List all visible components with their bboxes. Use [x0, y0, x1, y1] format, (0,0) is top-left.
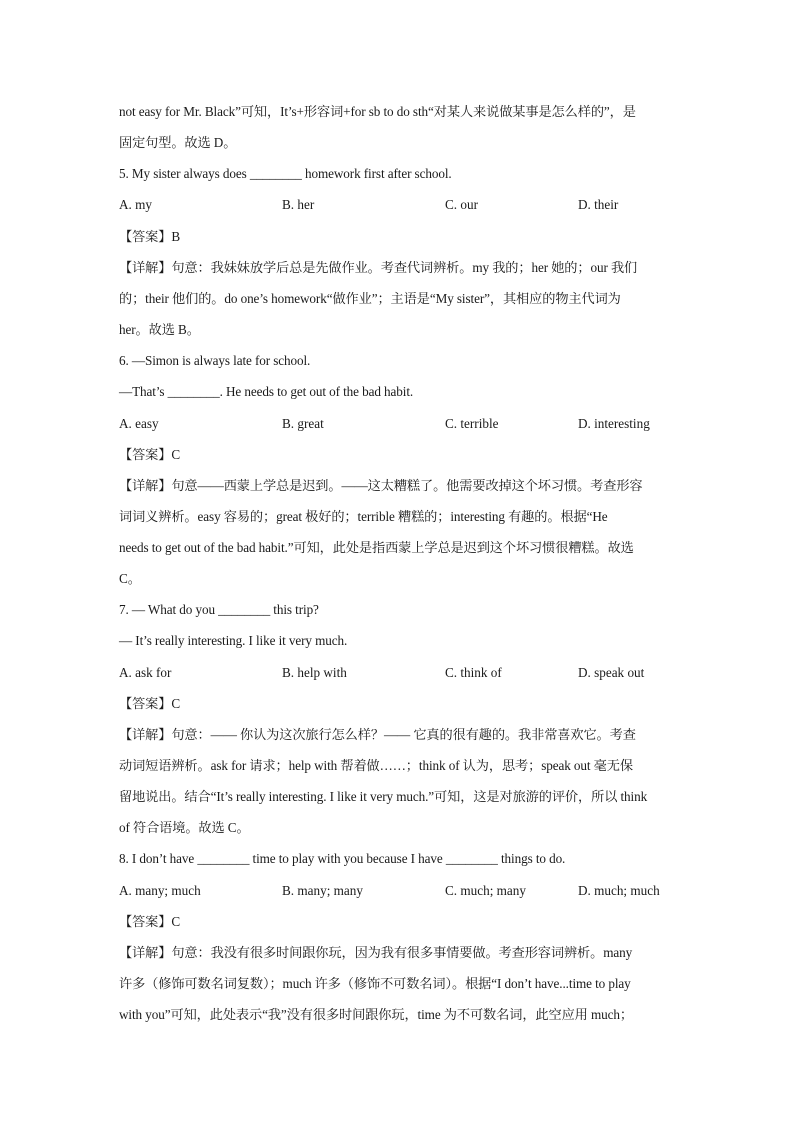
option-d: D. speak out [578, 665, 645, 680]
option-c: C. terrible [445, 416, 499, 431]
option-b: B. her [282, 197, 315, 212]
explanation-line: with you”可知，此处表示“我”没有很多时间跟你玩，time 为不可数名词，此空应用 much； [119, 1007, 633, 1022]
options-q7 [119, 664, 679, 682]
answer-q6: 【答案】C [119, 447, 181, 462]
question-6-reply: —That’s ________. He needs to get out of the bad habit. [119, 384, 414, 399]
option-c: C. much; many [445, 883, 526, 898]
options-q8 [119, 882, 679, 900]
options-q6 [119, 415, 679, 433]
answer-q7: 【答案】C [119, 696, 181, 711]
question-8: 8. I don’t have ________ time to play with you because I have ________ things to do. [119, 851, 566, 866]
explanation-line: 【详解】句意：我没有很多时间跟你玩，因为我有很多事情要做。考查形容词辨析。many [119, 945, 633, 960]
option-c: C. think of [445, 665, 502, 680]
explanation-line: 【详解】句意：我妹妹放学后总是先做作业。考查代词辨析。my 我的；her 她的；our 我们 [119, 260, 638, 275]
option-a: A. easy [119, 416, 159, 431]
explanation-line: 动词短语辨析。ask for 请求；help with 帮着做……；think of 认为，思考；speak out 毫无保 [119, 758, 633, 773]
explanation-line: 的；their 他们的。do one’s homework“做作业”；主语是“My sister”，其相应的物主代词为 [119, 291, 621, 306]
text-line: 固定句型。故选 D。 [119, 135, 237, 150]
option-d: D. interesting [578, 416, 650, 431]
explanation-line: 留地说出。结合“It’s really interesting. I like it very much.”可知，这是对旅游的评价，所以 think [119, 789, 648, 804]
answer-q8: 【答案】C [119, 914, 181, 929]
explanation-line: C。 [119, 571, 141, 586]
explanation-line: needs to get out of the bad habit.”可知，此处是指西蒙上学总是迟到这个坏习惯很糟糕。故选 [119, 540, 634, 555]
explanation-line: 【详解】句意：—— 你认为这次旅行怎么样？—— 它真的很有趣的。我非常喜欢它。考查 [119, 727, 636, 742]
option-a: A. many; much [119, 883, 201, 898]
explanation-line: 许多（修饰可数名词复数）；much 许多（修饰不可数名词）。根据“I don’t have...time to play [119, 976, 631, 991]
text-line: not easy for Mr. Black”可知，It’s+形容词+for sb to do sth“对某人来说做某事是怎么样的”，是 [119, 104, 636, 119]
option-a: A. ask for [119, 665, 172, 680]
explanation-line: 【详解】句意——西蒙上学总是迟到。——这太糟糕了。他需要改掉这个坏习惯。考查形容 [119, 478, 643, 493]
options-q5 [119, 196, 679, 214]
explanation-line: 词词义辨析。easy 容易的；great 极好的；terrible 糟糕的；interesting 有趣的。根据“He [119, 509, 608, 524]
question-6: 6. —Simon is always late for school. [119, 353, 311, 368]
option-c: C. our [445, 197, 478, 212]
option-d: D. their [578, 197, 619, 212]
option-b: B. great [282, 416, 324, 431]
option-b: B. many; many [282, 883, 363, 898]
answer-q5: 【答案】B [119, 229, 181, 244]
question-7-reply: — It’s really interesting. I like it very much. [119, 633, 348, 648]
explanation-line: her。故选 B。 [119, 322, 200, 337]
option-a: A. my [119, 197, 152, 212]
option-b: B. help with [282, 665, 347, 680]
question-7: 7. — What do you ________ this trip? [119, 602, 319, 617]
question-5: 5. My sister always does ________ homework first after school. [119, 166, 452, 181]
option-d: D. much; much [578, 883, 660, 898]
explanation-line: of 符合语境。故选 C。 [119, 820, 250, 835]
